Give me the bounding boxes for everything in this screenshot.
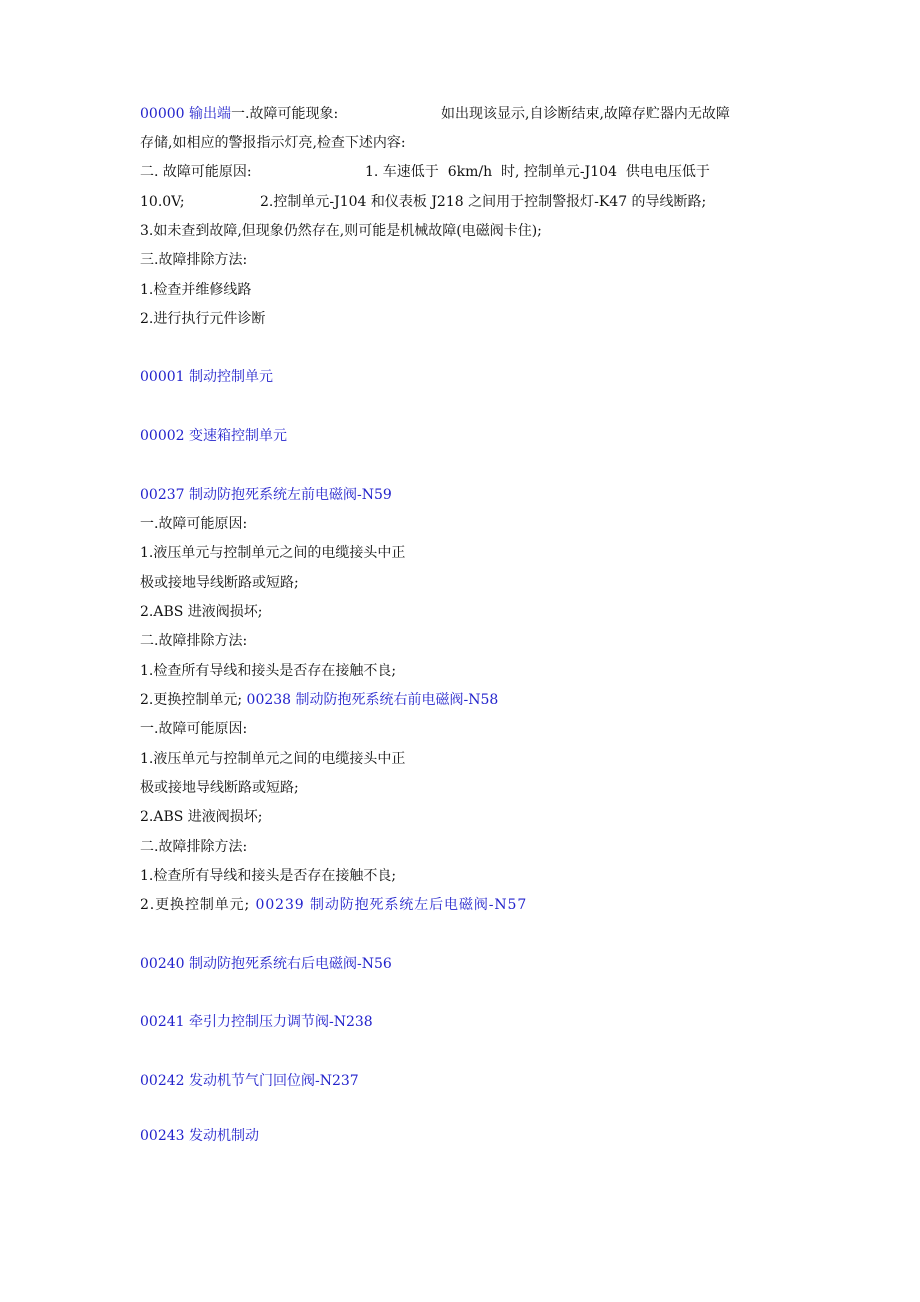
fault-title-00241: 牵引力控制压力调节阀-N238 [189, 1014, 373, 1030]
n59-fix-item-1: 1.检查所有导线和接头是否存在接触不良; [140, 663, 397, 679]
symptom-text-part-2: 存储,如相应的警报指示灯亮,检查下述内容: [140, 135, 406, 151]
fault-code-00237: 00237 [140, 487, 185, 503]
n59-fix-item-2: 2.更换控制单元; [140, 692, 243, 708]
symptom-text-part-1: 如出现该显示,自诊断结束,故障存贮器内无故障 [441, 106, 730, 122]
n59-cause-heading: 一.故障可能原因: [140, 516, 248, 532]
n58-cause-item-1-continued: 极或接地导线断路或短路; [140, 780, 299, 796]
fault-code-00240: 00240 [140, 956, 185, 972]
fault-entry-00000-line-1 [140, 104, 338, 124]
fault-entry-00242 [140, 1071, 359, 1091]
n58-cause-item-2: 2.ABS 进液阀损坏; [140, 809, 263, 825]
fault-code-00243: 00243 [140, 1128, 185, 1144]
cause-item-3: 3.如未查到故障,但现象仍然存在,则可能是机械故障(电磁阀卡住); [140, 223, 542, 239]
n58-fix-item-2: 2.更换控制单元; [140, 897, 251, 913]
cause-item-2: 2.控制单元-J104 和仪表板 J218 之间用于控制警报灯-K47 的导线断路; [260, 194, 707, 210]
n58-fix-item-2-line [140, 895, 527, 915]
n58-fix-item-1: 1.检查所有导线和接头是否存在接触不良; [140, 868, 397, 884]
fault-title-00238: 制动防抱死系统右前电磁阀-N58 [295, 692, 499, 708]
fault-title-00002: 变速箱控制单元 [189, 428, 287, 444]
fault-code-00238: 00238 [246, 692, 292, 708]
fault-title-00001: 制动控制单元 [189, 369, 273, 385]
fault-entry-00241 [140, 1012, 373, 1032]
n59-cause-item-2: 2.ABS 进液阀损坏; [140, 604, 263, 620]
fault-entry-00240 [140, 954, 392, 974]
fault-code-00242: 00242 [140, 1073, 185, 1089]
fault-entry-00002 [140, 426, 287, 446]
symptom-heading: 一.故障可能现象: [231, 106, 339, 122]
fix-item-2: 2.进行执行元件诊断 [140, 311, 266, 327]
n59-fix-item-2-line [140, 690, 498, 710]
n59-fix-heading: 二.故障排除方法: [140, 633, 248, 649]
fix-heading: 三.故障排除方法: [140, 252, 248, 268]
fault-title-00237: 制动防抱死系统左前电磁阀-N59 [189, 487, 392, 503]
fault-code-00239: 00239 [255, 897, 305, 913]
fault-entry-00243 [140, 1126, 259, 1146]
fault-code-00001: 00001 [140, 369, 185, 385]
fault-title-00000: 输出端 [189, 106, 231, 122]
n59-cause-item-1-continued: 极或接地导线断路或短路; [140, 575, 299, 591]
fix-item-1: 1.检查并维修线路 [140, 282, 252, 298]
fault-title-00240: 制动防抱死系统右后电磁阀-N56 [189, 956, 392, 972]
fault-code-00241: 00241 [140, 1014, 185, 1030]
n58-cause-item-1: 1.液压单元与控制单元之间的电缆接头中正 [140, 751, 406, 767]
fault-title-00242: 发动机节气门回位阀-N237 [189, 1073, 359, 1089]
fault-entry-00001 [140, 367, 273, 387]
n59-cause-item-1: 1.液压单元与控制单元之间的电缆接头中正 [140, 545, 406, 561]
cause-item-1-continued: 10.0V; [140, 194, 185, 210]
n58-fix-heading: 二.故障排除方法: [140, 839, 248, 855]
cause-item-1: 1. 车速低于 6km/h 时, 控制单元-J104 供电电压低于 [365, 164, 710, 180]
fault-title-00243: 发动机制动 [189, 1128, 259, 1144]
fault-code-00000: 00000 [140, 106, 185, 122]
n58-cause-heading: 一.故障可能原因: [140, 721, 248, 737]
cause-heading: 二. 故障可能原因: [140, 164, 252, 180]
fault-code-00002: 00002 [140, 428, 185, 444]
fault-entry-00237 [140, 485, 392, 505]
fault-title-00239: 制动防抱死系统左后电磁阀-N57 [309, 897, 528, 913]
